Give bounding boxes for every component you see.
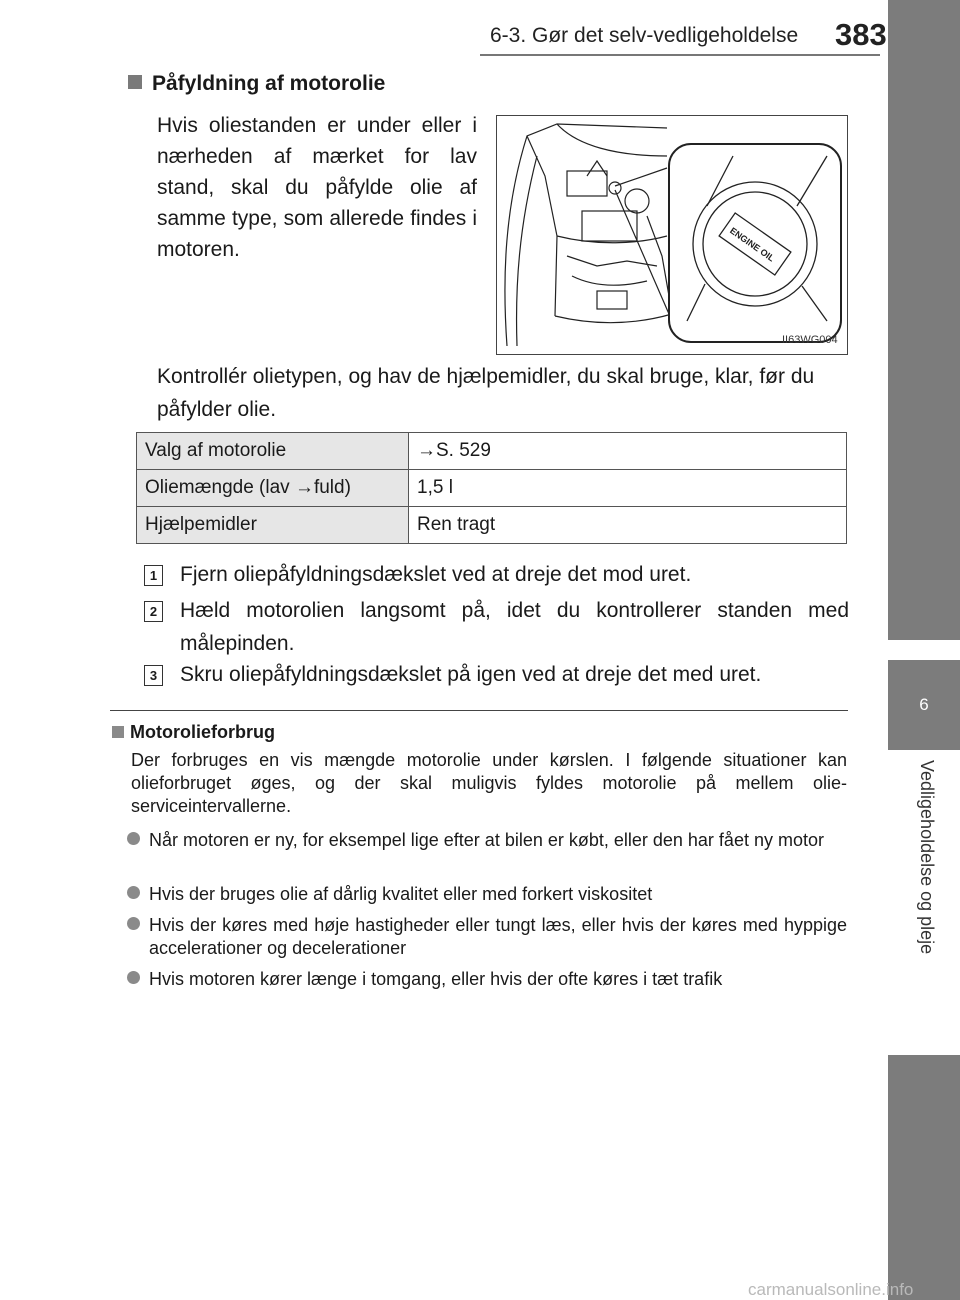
step-item bbox=[144, 558, 849, 591]
note-square-icon bbox=[112, 726, 124, 738]
note-paragraph: Der forbruges en vis mængde motorolie under kørslen. I følgende situationer kan olieforbruget øges, og der skal muligvis fyldes motorolie på mellem olie-serviceintervallerne. bbox=[131, 750, 847, 816]
table-key bbox=[137, 470, 409, 507]
header-rule bbox=[480, 54, 880, 56]
section-heading-text: Påfyldning af motorolie bbox=[152, 72, 386, 95]
table-row bbox=[137, 507, 847, 544]
bullet-text: Hvis der køres med høje hastigheder eller tungt læs, eller hvis der køres med hyppige accelerationer og decelerationer bbox=[149, 915, 847, 958]
step-text: Hæld motorolien langsomt på, idet du kontrollerer standen med målepinden. bbox=[180, 599, 849, 655]
step-number: 1 bbox=[144, 565, 163, 586]
section-header: 6-3. Gør det selv-vedligeholdelse bbox=[490, 24, 799, 47]
table-value-text: S. 529 bbox=[436, 440, 491, 461]
table-value bbox=[409, 433, 847, 470]
table-value: 1,5 l bbox=[409, 470, 847, 507]
note-heading bbox=[112, 722, 275, 743]
figure-code: II63WG004 bbox=[782, 334, 838, 346]
table-value: Ren tragt bbox=[409, 507, 847, 544]
table-key-part: Oliemængde (lav bbox=[145, 477, 295, 498]
engine-oil-cap-label: ENGINE OIL bbox=[728, 225, 777, 264]
side-tab-bottom bbox=[888, 1055, 960, 1300]
heading-square-icon bbox=[128, 75, 142, 89]
chapter-label bbox=[865, 760, 960, 1010]
note-heading-text: Motorolieforbrug bbox=[130, 722, 275, 742]
bullet-item bbox=[113, 914, 847, 960]
bullet-item bbox=[113, 968, 847, 991]
table-key-part: fuld) bbox=[313, 477, 351, 498]
engine-bay-drawing bbox=[497, 116, 847, 354]
watermark: carmanualsonline.info bbox=[748, 1280, 914, 1299]
table-key: Valg af motorolie bbox=[137, 433, 409, 470]
bullet-text: Hvis der bruges olie af dårlig kvalitet eller med forkert viskositet bbox=[149, 884, 653, 904]
bullet-text: Hvis motoren kører længe i tomgang, eller hvis der ofte køres i tæt trafik bbox=[149, 969, 723, 989]
bullet-icon bbox=[127, 971, 140, 984]
section-heading bbox=[128, 72, 385, 96]
bullet-item bbox=[113, 829, 847, 852]
step-text: Skru oliepåfyldningsdækslet på igen ved at dreje det med uret. bbox=[180, 663, 762, 686]
step-item bbox=[144, 594, 849, 660]
table-row bbox=[137, 433, 847, 470]
chapter-label-text: Vedligeholdelse og pleje bbox=[917, 760, 937, 955]
step-text: Fjern oliepåfyldningsdækslet ved at dreje det mod uret. bbox=[180, 563, 692, 586]
arrow-icon: → bbox=[294, 477, 314, 498]
chapter-number-tab: 6 bbox=[888, 660, 960, 750]
table-key: Hjælpemidler bbox=[137, 507, 409, 544]
step-item bbox=[144, 658, 849, 691]
section-divider bbox=[110, 710, 848, 711]
step-number: 2 bbox=[144, 601, 163, 622]
bullet-icon bbox=[127, 886, 140, 899]
table-row bbox=[137, 470, 847, 507]
page-number: 383 bbox=[835, 17, 887, 52]
oil-spec-table bbox=[136, 432, 847, 544]
engine-oil-cap-illustration bbox=[496, 115, 848, 355]
side-tab-top bbox=[888, 0, 960, 640]
bullet-text: Når motoren er ny, for eksempel lige efter at bilen er købt, eller den har fået ny motor bbox=[149, 830, 824, 850]
intro-paragraph: Hvis oliestanden er under eller i nærheden af mærket for lav stand, skal du påfylde olie af samme type, som allerede findes i motoren. bbox=[157, 114, 477, 261]
bullet-icon bbox=[127, 917, 140, 930]
step-number: 3 bbox=[144, 665, 163, 686]
bullet-icon bbox=[127, 832, 140, 845]
arrow-icon: → bbox=[417, 440, 436, 461]
bullet-item bbox=[113, 883, 847, 906]
check-paragraph: Kontrollér olietypen, og hav de hjælpemidler, du skal bruge, klar, før du påfylder olie. bbox=[157, 365, 815, 421]
